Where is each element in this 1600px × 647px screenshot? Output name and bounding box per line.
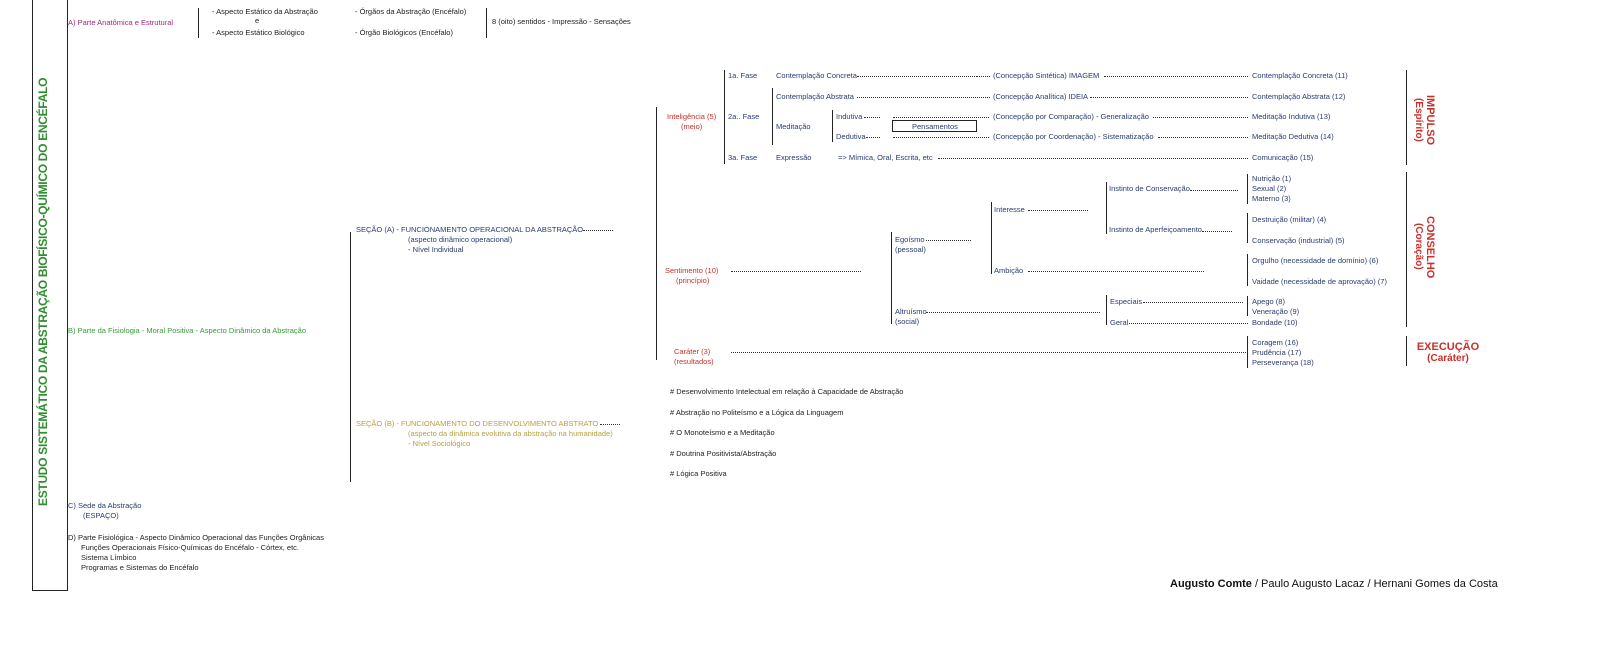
ambicao: Ambição — [994, 266, 1024, 275]
interesse: Interesse — [994, 205, 1025, 214]
conservacao-item: Materno (3) — [1252, 194, 1291, 203]
especiais-item: Veneração (9) — [1252, 307, 1300, 316]
inteligencia-label: Inteligência (5) — [667, 112, 717, 121]
bracket-especiais — [1247, 296, 1248, 316]
result-13: Meditação Indutiva (13) — [1252, 112, 1331, 121]
dedutiva: Dedutiva — [836, 132, 866, 141]
geral: Geral — [1110, 318, 1129, 327]
secao-a-title: SEÇÃO (A) - FUNCIONAMENTO OPERACIONAL DA ABSTRAÇÃO — [356, 225, 584, 234]
altruismo-sub: (social) — [895, 317, 920, 326]
bracket-carater — [1247, 336, 1248, 368]
result-14: Meditação Dedutiva (14) — [1252, 132, 1334, 141]
secao-b-title: SEÇÃO (B) - FUNCIONAMENTO DO DESENVOLVIMENTO ABSTRATO — [356, 419, 599, 428]
mimica: => Mímica, Oral, Escrita, etc — [838, 153, 933, 162]
fase-2: 2a.. Fase — [728, 112, 760, 121]
egoismo: Egoísmo — [895, 235, 925, 244]
bracket-conservacao — [1247, 174, 1248, 204]
bracket-altruismo — [1106, 295, 1107, 325]
conservacao-item: Sexual (2) — [1252, 184, 1287, 193]
dots — [1090, 97, 1248, 98]
credits — [1170, 578, 1498, 590]
dots — [1143, 302, 1243, 303]
contemplacao-concreta: Contemplação Concreta — [776, 71, 857, 80]
secao-a-sub1: (aspecto dinâmico operacional) — [408, 235, 513, 244]
a-senses: 8 (oito) sentidos - Impressão - Sensações — [492, 17, 631, 26]
secao-a-sub2: - Nível Individual — [408, 245, 464, 254]
concepcao-analitica: (Concepção Analítica) IDEIA — [993, 92, 1089, 101]
dots — [600, 424, 620, 425]
bracket-meditacao — [832, 110, 833, 142]
execucao-sub: (Caráter) — [1427, 353, 1469, 364]
secao-b-item: # Doutrina Positivista/Abstração — [670, 449, 777, 458]
impulso-label: IMPULSO — [1424, 94, 1436, 146]
carater-label: Caráter (3) — [674, 347, 711, 356]
fase-3: 3a. Fase — [728, 153, 758, 162]
section-d-line: Funções Operacionais Físico-Químicas do Encéfalo - Córtex, etc. — [81, 543, 300, 552]
dots — [1158, 137, 1248, 138]
dots — [926, 240, 971, 241]
sentimento-label: Sentimento (10) — [665, 266, 719, 275]
dots — [976, 76, 990, 77]
secao-b-item: # Lógica Positiva — [670, 469, 727, 478]
bracket-execucao — [1406, 336, 1407, 366]
aperfeicoamento-item: Destruição (militar) (4) — [1252, 215, 1327, 224]
a-item-1: - Aspecto Estático da Abstração — [212, 7, 318, 16]
secao-b-sub1: (aspecto da dinâmica evolutiva da abstração na humanidade) — [408, 429, 613, 438]
concepcao-comparacao: (Concepção por Comparação) - Generalização — [993, 112, 1149, 121]
secao-b-sub2: - Nível Sociológico — [408, 439, 471, 448]
conselho-sub: (Coração) — [1413, 222, 1424, 270]
dots — [1028, 210, 1088, 211]
a-organ-2: - Órgão Biológicos (Encéfalo) — [355, 28, 453, 37]
conselho-label: CONSELHO — [1424, 216, 1436, 279]
bracket-main — [656, 107, 657, 360]
bracket-a — [198, 8, 199, 38]
carater-sub: (resultados) — [674, 357, 714, 366]
dots — [1190, 190, 1238, 191]
a-item-2: e — [255, 16, 260, 25]
dots — [866, 137, 880, 138]
secao-b-item: # Desenvolvimento Intelectual em relação à Capacidade de Abstração — [670, 387, 904, 396]
carater-item: Prudência (17) — [1252, 348, 1302, 357]
ambicao-item: Orgulho (necessidade de domínio) (6) — [1252, 256, 1379, 265]
carater-item: Perseverança (18) — [1252, 358, 1314, 367]
a-organ-1: - Órgãos da Abstração (Encéfalo) — [355, 7, 467, 16]
result-12: Contemplação Abstrata (12) — [1252, 92, 1346, 101]
bracket-instintos — [1106, 182, 1107, 234]
dots — [857, 97, 990, 98]
indutiva: Indutiva — [836, 112, 863, 121]
carater-item: Coragem (16) — [1252, 338, 1299, 347]
concepcao-sintetica: (Concepção Sintética) IMAGEM — [993, 71, 1100, 80]
geral-item: Bondade (10) — [1252, 318, 1298, 327]
a-item-3: - Aspecto Estático Biológico — [212, 28, 305, 37]
bracket-aperfeicoamento — [1247, 213, 1248, 243]
altruismo: Altruísmo — [895, 307, 927, 316]
result-11: Contemplação Concreta (11) — [1252, 71, 1348, 80]
impulso-sub: (Espírito) — [1413, 98, 1424, 142]
dots — [1028, 271, 1204, 272]
dots — [1202, 231, 1232, 232]
bracket-conselho — [1406, 172, 1407, 327]
secao-b-item: # O Monoteísmo e a Meditação — [670, 428, 775, 437]
instinto-aperfeicoamento: Instinto de Aperfeiçoamento — [1109, 225, 1202, 234]
section-d-label: D) Parte Fisiológica - Aspecto Dinâmico Operacional das Funções Orgânicas — [68, 533, 324, 542]
dots — [731, 352, 1246, 353]
execucao-label: EXECUÇÃO — [1416, 341, 1480, 353]
credit-authors-rest: / Paulo Augusto Lacaz / Hernani Gomes da Costa — [1251, 578, 1498, 590]
aperfeicoamento-item: Conservação (industrial) (5) — [1252, 236, 1345, 245]
instinto-conservacao: Instinto de Conservação — [1109, 184, 1190, 193]
secao-b-item: # Abstração no Politeísmo e a Lógica da Linguagem — [670, 408, 844, 417]
ambicao-item: Vaidade (necessidade de aprovação) (7) — [1252, 277, 1387, 286]
fase-1: 1a. Fase — [728, 71, 758, 80]
dots — [1129, 323, 1248, 324]
bracket-a2 — [486, 8, 487, 38]
section-d-line: Programas e Sistemas do Encéfalo — [81, 563, 199, 572]
section-c-sub: (ESPAÇO) — [83, 511, 119, 520]
section-c-label: C) Sede da Abstração — [68, 501, 142, 510]
bracket-impulso — [1406, 70, 1407, 165]
egoismo-sub: (pessoal) — [895, 245, 926, 254]
dots — [893, 117, 989, 118]
result-15: Comunicação (15) — [1252, 153, 1314, 162]
vertical-title: ESTUDO SISTEMÁTICO DA ABSTRAÇÃO BIOFÍSICO-QUÍMICO DO ENCÉFALO — [36, 77, 50, 507]
pensamentos: Pensamentos — [912, 122, 958, 131]
dots — [893, 137, 989, 138]
meditacao: Meditação — [776, 122, 811, 131]
bracket-fase2 — [772, 88, 773, 145]
expressao: Expressão — [776, 153, 812, 162]
dots — [938, 158, 1248, 159]
contemplacao-abstrata: Contemplação Abstrata — [776, 92, 854, 101]
inteligencia-sub: (meio) — [681, 122, 703, 131]
dots — [1153, 117, 1248, 118]
section-d-line: Sistema Límbico — [81, 553, 137, 562]
dots — [1104, 76, 1248, 77]
bracket-ambicao — [1247, 254, 1248, 286]
dots — [731, 271, 861, 272]
bracket-b — [350, 232, 351, 482]
sentimento-sub: (princípio) — [676, 276, 710, 285]
dots — [857, 76, 975, 77]
especiais: Especiais — [1110, 297, 1143, 306]
dots — [926, 312, 1100, 313]
bracket-interesse — [991, 202, 992, 274]
credit-author-main: Augusto Comte — [1170, 578, 1252, 590]
dots — [583, 230, 613, 231]
especiais-item: Apego (8) — [1252, 297, 1285, 306]
section-b-label: B) Parte da Fisiologia - Moral Positiva - Aspecto Dinâmico da Abstração — [68, 326, 307, 335]
bracket-ego-altru — [891, 232, 892, 324]
section-a-label: A) Parte Anatômica e Estrutural — [68, 18, 174, 27]
bracket-fases — [724, 70, 725, 164]
dots — [864, 117, 880, 118]
conservacao-item: Nutrição (1) — [1252, 174, 1292, 183]
concepcao-coordenacao: (Concepção por Coordenação) - Sistematização — [993, 132, 1154, 141]
